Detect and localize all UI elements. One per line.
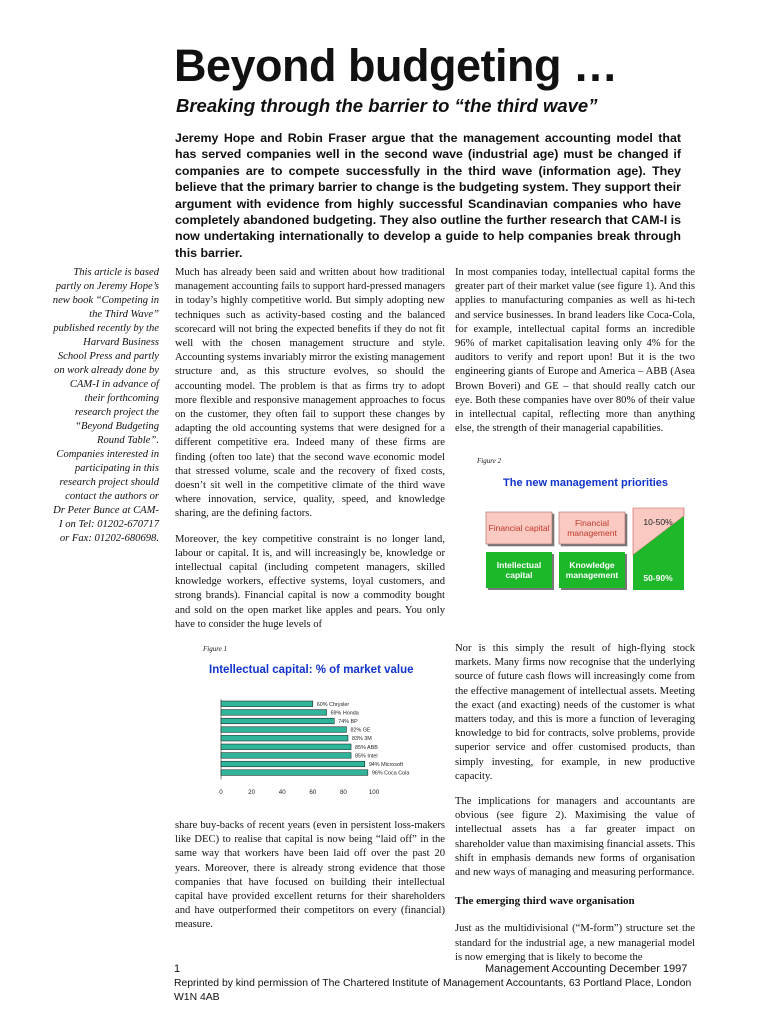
x-tick-label: 0	[219, 789, 223, 796]
data-label: 82% GE	[350, 727, 371, 734]
bar-microsoft	[221, 761, 365, 767]
body-paragraph: share buy-backs of recent years (even in persistent loss-makers like DEC) to realise that capital is now being “laid off” in the same way that workers have been laid off over the past 20 years. Moreover, there is already strong evidence that those companies that have focused on building their intellectual capital have provided excellent returns for their shareholders and have outperformed their competitors on every (financial) measure.	[175, 820, 445, 931]
data-label: 94% Microsoft	[368, 762, 403, 768]
bar-coca-cola	[221, 770, 368, 776]
body-paragraph: Just as the multidivisional (“M-form”) structure set the standard for the industrial age, a new managerial model is now emerging that is likely to become the	[455, 923, 695, 963]
article-title: Beyond budgeting …	[174, 40, 618, 91]
body-paragraph: In most companies today, intellectual capital forms the greater part of their market value (see figure 1). And this applies to manufacturing companies as well as hi-tech and service businesses. In brand leaders like Coca-Cola, for example, intellectual capital forms an incredible 96% of market capitalisation leaving only 4% for the auditors to verify and report upon! But it is the two engineering giants of Europe and America – ABB (Asea Brown Boveri) and GE – that should really catch our eye. Both these companies have over 80% of their value in intellectual capital, reflecting more than anything else, the strength of their managerial capabilities.	[455, 267, 695, 435]
data-label: 96% Coca Cola	[371, 770, 410, 777]
x-tick-label: 40	[278, 789, 286, 796]
body-paragraph: The implications for managers and accountants are obvious (see figure 2). Maximising the value of intellectual assets has a far greater impact on shareholder value than maximising financial assets. This shift in emphasis demands new forms of organisation and new ways of managing and measuring performance.	[455, 796, 695, 879]
bar-abb	[221, 744, 351, 750]
body-paragraph: Nor is this simply the result of high-flying stock markets. Many firms now recognise that the underlying source of future cash flows will increasingly come from the effective management of intellectual assets. Meeting the exact (and exacting) needs of the customer is what matters today, and this is more a function of leveraging knowledge to bid for contracts, solve problems, provide superior service and offer customised products, than simply investing, for example, in new productive capacity.	[455, 643, 695, 782]
article-subtitle: Breaking through the barrier to “the third wave”	[176, 95, 598, 116]
figure-2-title: The new management priorities	[503, 477, 669, 489]
data-label: 85% ABB	[355, 744, 378, 751]
body-paragraph: Much has already been said and written about how traditional management accounting fails to support hard-pressed managers in today’s highly competitive world. But simply adopting new techniques such as activity-based costing and the balanced scorecard will not bring the expected benefits if they do not fit well with the chosen management structure and style. Accounting systems invariably mirror the existing management structure and, as this structure evolves, so should the accounting model. The problem is that as firms try to adopt more flexible and responsive management approaches to focus on the customer, they often fail to support these changes by adapting the old accounting systems that were designed for a different competitive era. Indeed many of these firms are finding (often too late) that the second wave economic model that stressed volume, scale and the recovery of fixed costs, doesn’t sit well in the competitive climate of the third wave where innovation, service, quality, speed, and knowledge sharing, are the defining factors.	[175, 267, 445, 520]
x-tick-label: 80	[339, 789, 347, 796]
box-financial-capital-label: Financial capital	[488, 523, 550, 533]
bar-3m	[221, 735, 348, 741]
pct-bottom-label: 50-90%	[643, 573, 673, 583]
figure-2-diagram	[478, 505, 693, 597]
data-label: 83% 3M	[351, 736, 372, 743]
box-knowledge-management-label: Knowledge management	[565, 560, 619, 580]
data-label: 69% Honda	[330, 710, 359, 717]
figure-1-bar-chart	[210, 696, 450, 800]
column-1-bottom	[175, 819, 445, 944]
publication-line: Management Accounting December 1997	[485, 963, 688, 975]
reprint-credit: Reprinted by kind permission of The Chartered Institute of Management Accountants, 63 Portland Place, London W1N 4AB	[174, 978, 692, 1003]
x-tick-label: 60	[309, 789, 317, 796]
box-financial-management-label: Financial management	[567, 518, 617, 538]
intro-paragraph: Jeremy Hope and Robin Fraser argue that the management accounting model that has served companies well in the second wave (industrial age) must be changed if companies are to compete successfully in the third wave (information age). They believe that the primary barrier to change is the budgeting system. They support their argument with evidence from highly successful Scandinavian companies who have completely abandoned budgeting. They also outline the further research that CAM-I is now undertaking internationally to develop a guide to help companies break through this barrier.	[175, 131, 681, 260]
page-number: 1	[174, 963, 181, 975]
bar-intel	[221, 753, 351, 759]
figure-2-label: Figure 2	[477, 457, 502, 465]
figure-1-title: Intellectual capital: % of market value	[209, 664, 414, 676]
pct-top-label: 10-50%	[643, 517, 673, 527]
bar-ge	[221, 727, 346, 733]
column-2-top	[455, 266, 695, 447]
data-label: 85% Intel	[355, 753, 378, 760]
x-tick-label: 20	[248, 789, 256, 796]
data-label: 60% Chrysler	[316, 701, 350, 708]
bar-chrysler	[221, 701, 313, 707]
bar-bp	[221, 718, 334, 724]
side-note: This article is based partly on Jeremy Hope’s new book “Competing in the Third Wave” published recently by the Harvard Business School Press and partly on work already done by CAM-I in advance of their forthcoming research project the “Beyond Budgeting Round Table”. Companies interested in participating in this research project should contact the authors or Dr Peter Bunce at CAM-I on Tel: 01202-670717 or Fax: 01202-680698.	[52, 267, 159, 544]
column-2-bottom	[455, 642, 695, 976]
section-heading: The emerging third wave organisation	[455, 895, 635, 908]
bar-honda	[221, 710, 327, 716]
figure-1-label: Figure 1	[203, 645, 228, 653]
column-1-top	[175, 266, 445, 643]
box-intellectual-capital-label: Intellectual capital	[496, 560, 542, 580]
body-paragraph: Moreover, the key competitive constraint is no longer land, labour or capital. It is, and will increasingly be, knowledge or intellectual capital (including competent managers, skilled knowledge workers, effective systems, loyal customers, and strong brands). Financial capital is now a commodity bought and sold on the open market like apples and pears. You only have to consider the huge levels of	[175, 533, 445, 630]
x-tick-label: 100	[368, 789, 380, 796]
data-label: 74% BP	[338, 719, 358, 725]
